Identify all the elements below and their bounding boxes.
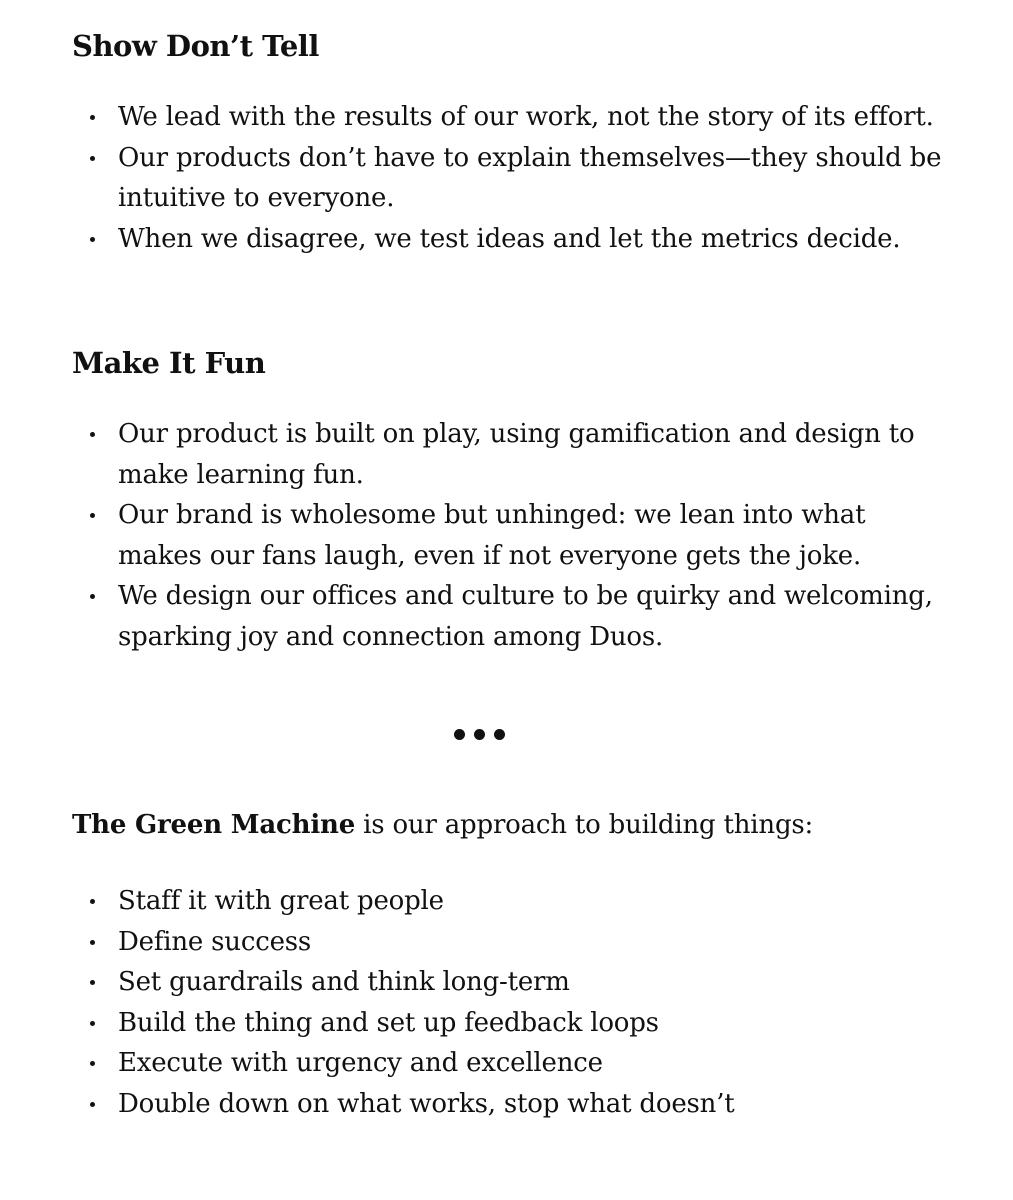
- divider-dot: [494, 729, 505, 740]
- green-machine-intro-text: is our approach to building things:: [355, 810, 814, 840]
- divider-dot: [474, 729, 485, 740]
- bullet-dot: [90, 899, 95, 904]
- list-item: [72, 1043, 952, 1084]
- list-item-text: We design our offices and culture to be quirky and welcoming, sparking joy and connection among Duos.: [118, 581, 933, 652]
- green-machine-term: The Green Machine: [72, 810, 356, 840]
- section-heading-show-dont-tell: Show Don’t Tell: [72, 29, 319, 63]
- list-item-text: Our products don’t have to explain themselves—they should be intuitive to everyone.: [118, 142, 942, 213]
- bullet-dot: [90, 1021, 95, 1026]
- bullet-dot: [90, 1102, 95, 1107]
- list-item: [72, 922, 952, 963]
- bullet-dot: [90, 237, 95, 242]
- list-item: [72, 495, 952, 576]
- divider-dot: [454, 729, 465, 740]
- list-item: [72, 1084, 952, 1125]
- show-dont-tell-list: [72, 97, 952, 259]
- list-item-text: When we disagree, we test ideas and let the metrics decide.: [118, 223, 901, 254]
- bullet-dot: [90, 980, 95, 985]
- list-item-text: Staff it with great people: [118, 886, 444, 916]
- bullet-dot: [90, 513, 95, 518]
- list-item-text: Build the thing and set up feedback loops: [118, 1007, 659, 1038]
- green-machine-intro: [72, 805, 813, 845]
- list-item: [72, 97, 952, 138]
- list-item: [72, 1003, 952, 1044]
- list-item: [72, 219, 952, 260]
- list-item: [72, 576, 952, 657]
- list-item: [72, 881, 952, 922]
- section-divider: [454, 729, 505, 740]
- list-item-text: Double down on what works, stop what doesn’t: [118, 1088, 735, 1119]
- bullet-dot: [90, 115, 95, 120]
- list-item: [72, 138, 952, 219]
- make-it-fun-list: [72, 414, 952, 657]
- list-item: [72, 962, 952, 1003]
- list-item-text: Set guardrails and think long-term: [118, 967, 570, 997]
- bullet-dot: [90, 432, 95, 437]
- bullet-dot: [90, 1061, 95, 1066]
- bullet-dot: [90, 156, 95, 161]
- bullet-dot: [90, 940, 95, 945]
- section-heading-make-it-fun: Make It Fun: [72, 346, 266, 380]
- list-item-text: Our product is built on play, using gamification and design to make learning fun.: [118, 419, 915, 490]
- list-item-text: Our brand is wholesome but unhinged: we lean into what makes our fans laugh, even if not everyone gets the joke.: [118, 500, 866, 571]
- list-item-text: Execute with urgency and excellence: [118, 1048, 603, 1078]
- list-item: [72, 414, 952, 495]
- list-item-text: We lead with the results of our work, not the story of its effort.: [118, 102, 934, 132]
- bullet-dot: [90, 594, 95, 599]
- green-machine-list: [72, 881, 952, 1124]
- list-item-text: Define success: [118, 926, 312, 957]
